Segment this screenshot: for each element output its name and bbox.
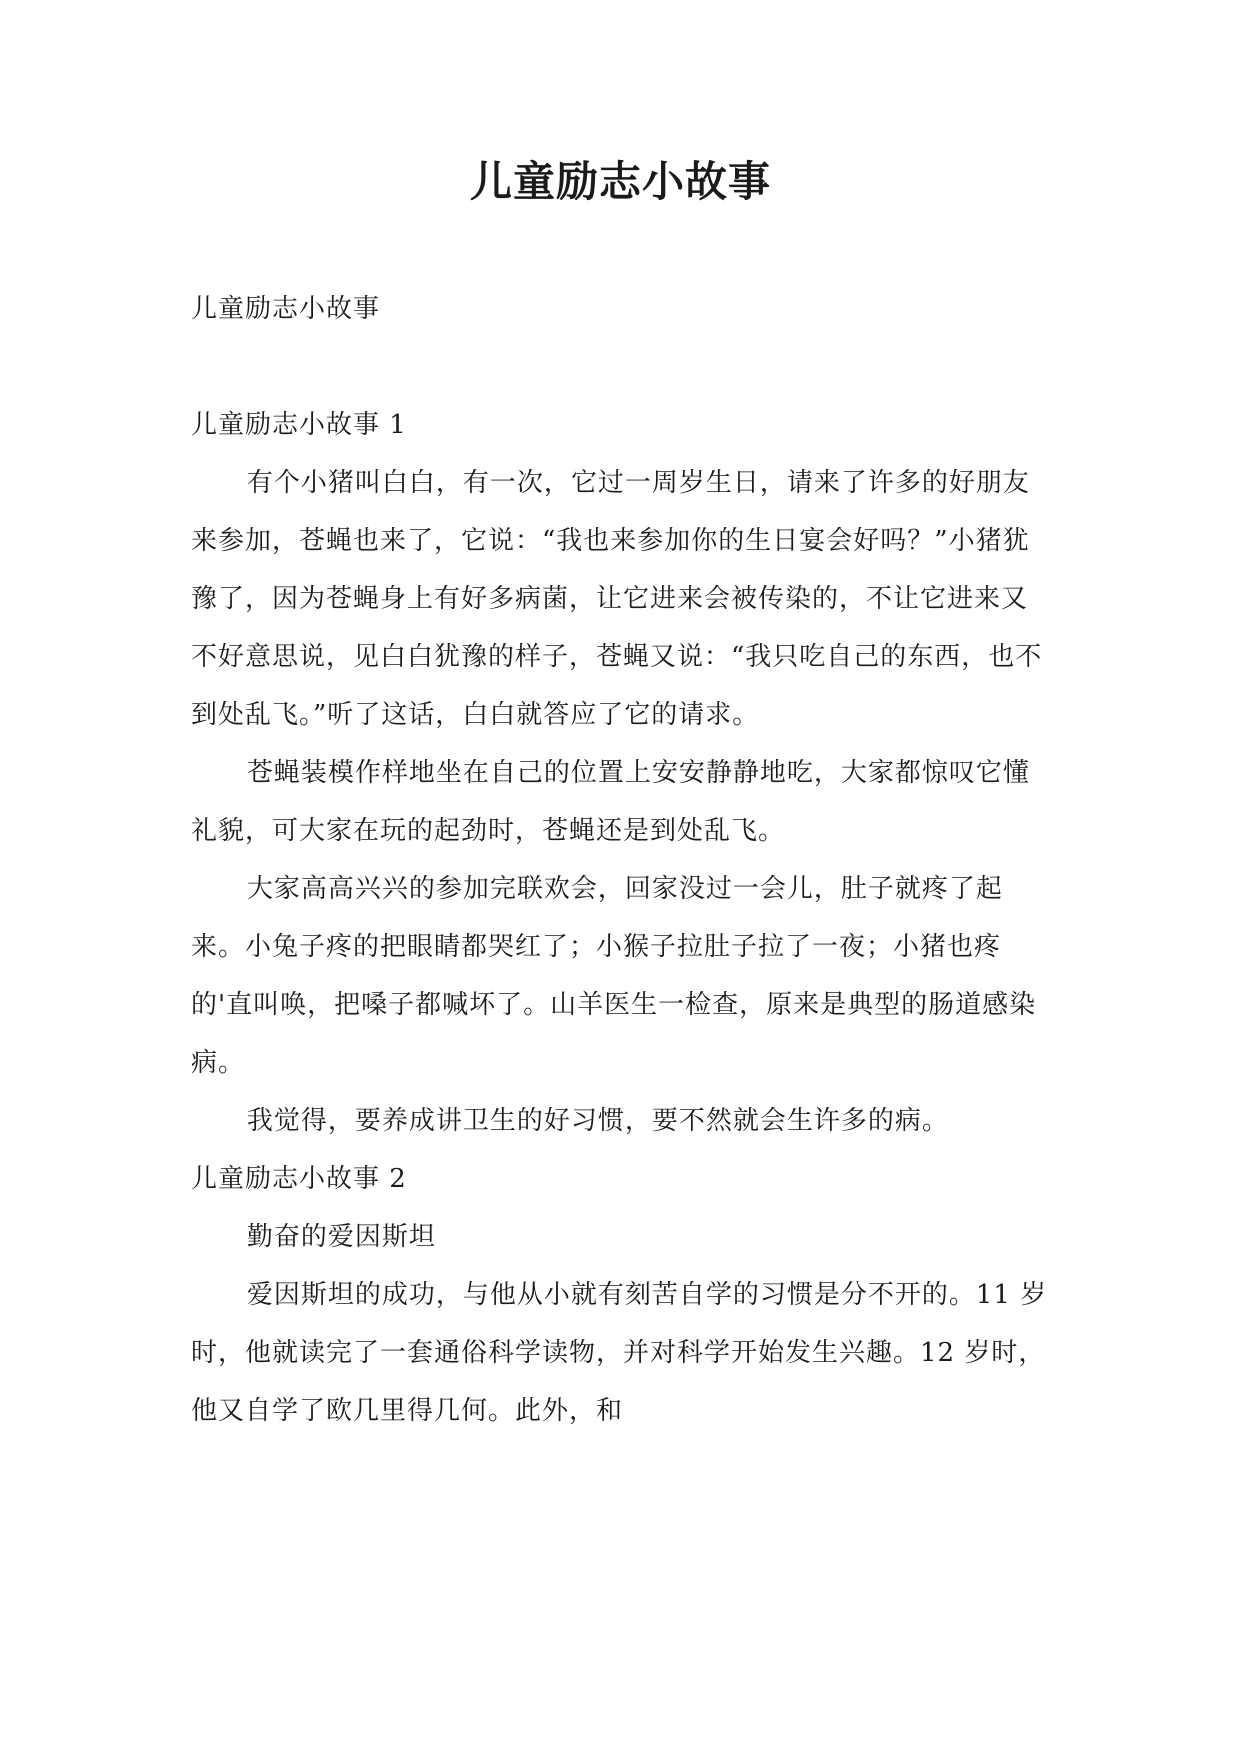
- story-2-paragraph: 爱因斯坦的成功，与他从小就有刻苦自学的习惯是分不开的。11 岁时，他就读完了一套通俗科学读物，并对科学开始发生兴趣。12 岁时，他又自学了欧几里得几何。此外，和: [191, 1280, 1048, 1426]
- story-2-heading: 儿童励志小故事 2: [191, 1164, 407, 1194]
- story-1-paragraph: 我觉得，要养成讲卫生的好习惯，要不然就会生许多的病。: [246, 1106, 949, 1136]
- document-body: [191, 280, 1049, 1440]
- document-subtitle: 儿童励志小故事: [191, 294, 381, 324]
- story-1-paragraph: 苍蝇装模作样地坐在自己的位置上安安静静地吃，大家都惊叹它懂礼貌，可大家在玩的起劲时，苍蝇还是到处乱飞。: [191, 758, 1030, 846]
- story-1-paragraph: 有个小猪叫白白，有一次，它过一周岁生日，请来了许多的好朋友来参加，苍蝇也来了，它说：“我也来参加你的生日宴会好吗？”小猪犹豫了，因为苍蝇身上有好多病菌，让它进来会被传染的，不让它进来又不好意思说，见白白犹豫的样子，苍蝇又说：“我只吃自己的东西，也不到处乱飞。”听了这话，白白就答应了它的请求。: [191, 468, 1043, 730]
- story-2-subheading: 勤奋的爱因斯坦: [246, 1222, 436, 1252]
- story-1-paragraph: 大家高高兴兴的参加完联欢会，回家没过一会儿，肚子就疼了起来。小兔子疼的把眼睛都哭红了；小猴子拉肚子拉了一夜；小猪也疼的'直叫唤，把嗓子都喊坏了。山羊医生一检查，原来是典型的肠道感染病。: [191, 874, 1037, 1078]
- story-1-heading: 儿童励志小故事 1: [191, 410, 407, 440]
- document-title: 儿童励志小故事: [469, 157, 771, 206]
